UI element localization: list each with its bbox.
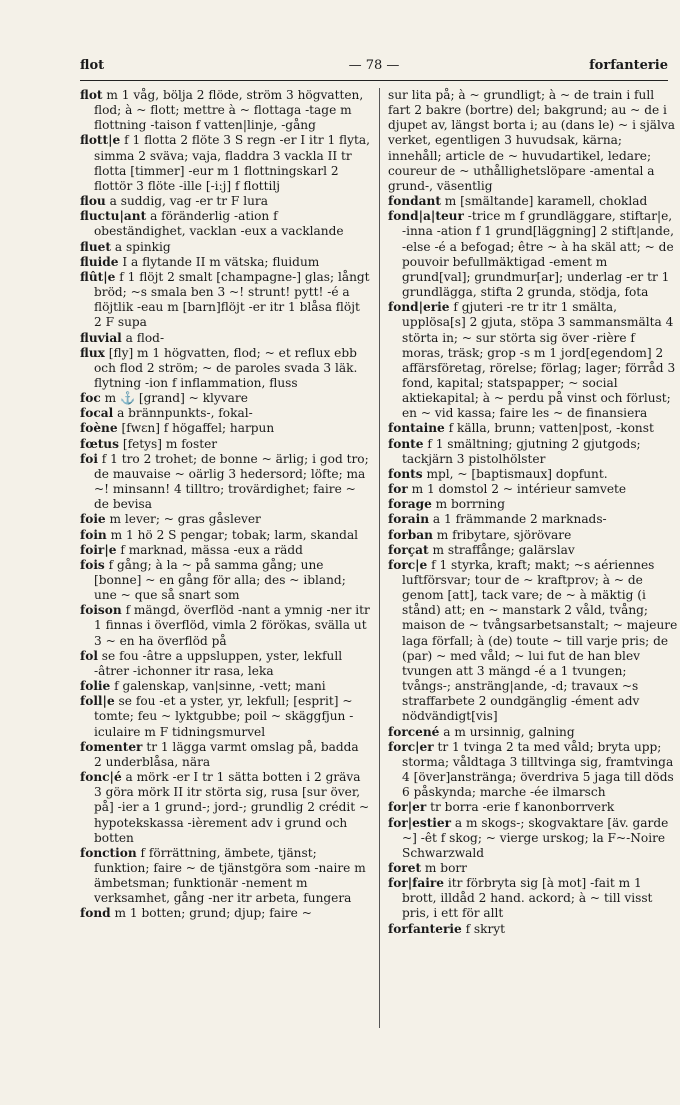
column-divider: [379, 88, 380, 1028]
guide-word-left: flot: [80, 58, 105, 73]
dictionary-entry: [80, 240, 370, 255]
dictionary-entry: [80, 255, 370, 270]
entry-headword: fondant: [388, 194, 441, 209]
entry-definition: f mängd, överflöd -nant a ymnig -ner itr 1 finnas i överflöd, vimla 2 förökas, svälla ut 3 ~ en ha överflöd på: [94, 603, 370, 648]
entry-definition: [fly] m 1 högvatten, flod; ~ et reflux ebb och flod 2 ström; ~ de paroles svada 3 läk. flytning -ion f inflammation, fluss: [94, 345, 358, 390]
entry-definition: a m skogs-; skogvaktare [äv. garde ~] -êt f skog; ~ vierge urskog; la F~-Noire Schwarzwald: [402, 815, 669, 860]
entry-definition: a suddig, vag -er tr F lura: [109, 194, 268, 209]
entry-headword: foret: [388, 860, 422, 875]
entry-headword: for|er: [388, 800, 427, 815]
dictionary-entry: [80, 603, 370, 648]
entry-definition: a spinkig: [114, 239, 171, 254]
entry-definition: [fwɛn] f högaffel; harpun: [121, 421, 275, 436]
entry-definition: f skryt: [465, 921, 506, 936]
entry-definition: mpl, ~ [baptismaux] dopfunt.: [426, 466, 608, 481]
dictionary-entry: [388, 300, 678, 421]
entry-definition: a flod-: [125, 330, 165, 345]
entry-headword: flot: [80, 88, 103, 102]
dictionary-entry: [80, 694, 370, 739]
entry-headword: foin: [80, 527, 107, 542]
entry-headword: forage: [388, 497, 432, 512]
dictionary-entry: [388, 861, 678, 876]
entry-definition: m lever; ~ gras gåslever: [109, 512, 261, 527]
entry-definition: tr borra -erie f kanonborrverk: [430, 800, 615, 815]
entry-definition: f 1 smältning; gjutning 2 gjutgods; tackjärn 3 pistolhölster: [402, 436, 641, 466]
entry-headword: forc|er: [388, 739, 434, 754]
entry-definition: se fou -et a yster, yr, lekfull; [esprit] ~ tomte; feu ~ lyktgubbe; poil ~ skäggfjun -iculaire m F tidningsmurvel: [94, 694, 354, 739]
dictionary-entry: [80, 346, 370, 391]
dictionary-entry: [80, 906, 370, 921]
entry-headword: flux: [80, 345, 105, 360]
entry-headword: foi: [80, 451, 98, 466]
entry-definition: f 1 flotta 2 flöte 3 S regn -er I itr 1 flyta, simma 2 sväva; vaja, fladdra 3 vackla II tr flotta [timmer] -eur m 1 flottningskarl 2 flottör 3 flöte -ille [-i:j] f flottilj: [94, 133, 370, 193]
entry-headword: forfanterie: [388, 921, 462, 936]
header-rule: [80, 80, 668, 81]
entry-headword: flou: [80, 194, 106, 209]
entry-definition: f källa, brunn; vatten|post, -konst: [448, 421, 654, 436]
dictionary-entry: [388, 467, 678, 482]
entry-definition: m 1 hö 2 S pengar; tobak; larm, skandal: [110, 527, 359, 542]
entry-headword: fonts: [388, 466, 423, 481]
dictionary-entry: [388, 558, 678, 725]
entry-definition: m fribytare, sjörövare: [436, 527, 572, 542]
dictionary-entry: [388, 543, 678, 558]
dictionary-entry: [80, 558, 370, 603]
left-column: [80, 88, 370, 922]
dictionary-entry: [388, 88, 678, 194]
entry-definition: f marknad, mässa -eux a rädd: [120, 542, 303, 557]
entry-headword: fluet: [80, 239, 111, 254]
dictionary-entry: [80, 88, 370, 133]
dictionary-entry: [388, 421, 678, 436]
dictionary-entry: [388, 800, 678, 815]
dictionary-entry: [388, 528, 678, 543]
entry-definition: f 1 tro 2 trohet; de bonne ~ ärlig; i god tro; de mauvaise ~ oärlig 3 hedersord; löfte; ma ~! minsann! 4 tilltro; trovärdighet; faire ~ de bevisa: [94, 451, 369, 512]
entry-definition: m 1 domstol 2 ~ intérieur samvete: [411, 482, 627, 497]
dictionary-entry: [80, 406, 370, 421]
entry-definition: -trice m f grundläggare, stiftar|e, -inna -ation f 1 grund[läggning] 2 stift|ande, -else -é a befogad; être ~ à ha skäl att; ~ de pouvoir befullmäktigad -ement m grund[val]; grundmur[ar]; underlag -er tr 1 grundlägga, stifta 2 grunda, stödja, fota: [402, 209, 674, 300]
entry-headword: forcené: [388, 724, 440, 739]
entry-headword: fond|a|teur: [388, 209, 464, 224]
entry-definition: m [smältande] karamell, choklad: [444, 194, 648, 209]
entry-headword: fonte: [388, 436, 424, 451]
dictionary-entry: [80, 437, 370, 452]
entry-definition: tr 1 lägga varmt omslag på, badda 2 underblåsa, nära: [94, 739, 359, 769]
entry-headword: fond|erie: [388, 300, 450, 315]
entry-definition: a föränderlig -ation f obeständighet, vacklan -eux a vacklande: [94, 209, 344, 239]
dictionary-entry: [80, 421, 370, 436]
entry-definition: tr 1 tvinga 2 ta med våld; bryta upp; storma; våldtaga 3 tilltvinga sig, framtvinga 4 [över]anstränga; överdriva 5 jaga till döds 6 påskynda; marche -ée ilmarsch: [402, 739, 674, 800]
entry-definition: f gång; à la ~ på samma gång; une [bonne] ~ en gång för alla; des ~ ibland; une ~ que så snart som: [94, 557, 346, 603]
dictionary-entry: [388, 209, 678, 300]
guide-word-right: forfanterie: [589, 58, 668, 73]
entry-headword: foison: [80, 603, 122, 618]
dictionary-entry: [80, 740, 370, 770]
entry-definition: f 1 flöjt 2 smalt [champagne-] glas; långt bröd; ~s smala ben 3 ~! strunt! pytt! -é a flöjtlik -eau m [barn]flöjt -er itr 1 blåsa flöjt 2 F supa: [94, 269, 370, 330]
entry-definition: a mörk -er I tr 1 sätta botten i 2 gräva 3 göra mörk II itr störta sig, rusa [sur över, på] -ier a 1 grund-; jord-; grundlig 2 crédit ~ hypotekskassa -ièrement adv i grund och botten: [94, 770, 370, 845]
entry-headword: foir|e: [80, 542, 117, 557]
dictionary-entry: [388, 740, 678, 801]
entry-definition: m borr: [424, 860, 467, 875]
entry-headword: forçat: [388, 542, 429, 557]
dictionary-entry: [80, 331, 370, 346]
entry-headword: fluvial: [80, 330, 122, 345]
right-column: [388, 88, 678, 937]
entry-headword: fois: [80, 557, 105, 572]
entry-headword: for: [388, 482, 408, 497]
entry-definition: a 1 främmande 2 marknads-: [432, 512, 607, 527]
dictionary-entry: [388, 437, 678, 467]
entry-headword: forain: [388, 512, 430, 527]
dictionary-entry: [80, 270, 370, 331]
dictionary-entry: [388, 497, 678, 512]
entry-definition: [fetys] m foster: [122, 436, 218, 451]
entry-headword: fontaine: [388, 421, 445, 436]
dictionary-entry: [80, 770, 370, 846]
entry-headword: fœtus: [80, 436, 119, 451]
entry-headword: foll|e: [80, 694, 115, 709]
entry-headword: fond: [80, 906, 111, 921]
entry-definition: itr förbryta sig [à mot] -fait m 1 brott, illdåd 2 hand. ackord; à ~ till visst pris, i ett för allt: [402, 876, 653, 921]
dictionary-entry: [80, 452, 370, 513]
dictionary-entry: [80, 512, 370, 527]
dictionary-entry: [388, 512, 678, 527]
dictionary-entry: [80, 679, 370, 694]
entry-definition: se fou -âtre a uppsluppen, yster, lekfull -âtrer -ichonner itr rasa, leka: [94, 648, 343, 678]
entry-headword: forban: [388, 527, 433, 542]
dictionary-entry: [80, 194, 370, 209]
entry-headword: fomenter: [80, 739, 143, 754]
page-number: — 78 —: [348, 58, 400, 73]
dictionary-entry: [80, 391, 370, 406]
entry-definition: m borrning: [435, 497, 506, 512]
entry-headword: forc|e: [388, 557, 428, 572]
entry-definition: m 1 botten; grund; djup; faire ~: [114, 906, 312, 921]
entry-definition: a m ursinnig, galning: [443, 724, 575, 739]
entry-definition: f galenskap, van|sinne, -vett; mani: [114, 679, 326, 694]
entry-headword: flott|e: [80, 133, 121, 148]
dictionary-entry: [80, 133, 370, 194]
dictionary-entry: [80, 209, 370, 239]
entry-headword: for|faire: [388, 876, 444, 891]
entry-headword: flût|e: [80, 269, 116, 284]
entry-headword: focal: [80, 406, 114, 421]
entry-headword: foc: [80, 391, 101, 406]
dictionary-entry: [388, 816, 678, 861]
entry-headword: foie: [80, 512, 106, 527]
entry-headword: fluide: [80, 254, 119, 269]
dictionary-entry: [80, 528, 370, 543]
entry-headword: fonction: [80, 845, 137, 860]
entry-definition: sur lita på; à ~ grundligt; à ~ de train i full fart 2 bakre (bortre) del; bakgrund; au ~ de i djupet av, längst borta i; au (dans le) ~ i själva verket, egentligen 3 huvudsak, kärna; innehåll; article de ~ huvudartikel, ledare; coureur de ~ uthållighetslöpare -amental a grund-, väsentlig: [388, 88, 676, 193]
entry-definition: m straffånge; galärslav: [432, 542, 575, 557]
entry-definition: f gjuteri -re tr itr 1 smälta, upplösa[s] 2 gjuta, stöpa 3 sammansmälta 4 störta in; ~ sur störta sig över -rière f moras, träsk; grop -s m 1 jord[egendom] 2 affärsföretag, rörelse; förlag; lager; förråd 3 fond, kapital; statspapper; ~ social aktiekapital; à ~ perdu på vinst och förlust; en ~ vid kassa; faire les ~ de finansiera: [402, 300, 676, 421]
dictionary-entry: [388, 922, 678, 937]
entry-headword: fluctu|ant: [80, 209, 147, 224]
entry-definition: f förrättning, ämbete, tjänst; funktion; faire ~ de tjänstgöra som -naire m ämbetsman; funktionär -nement m verksamhet, gång -ner itr arbeta, fungera: [94, 845, 366, 906]
entry-definition: f 1 styrka, kraft; makt; ~s aériennes luftförsvar; tour de ~ kraftprov; à ~ de genom [att], tack vare; de ~ à mäktig (i stånd) att; en ~ manstark 2 våld, tvång; maison de ~ tvångsarbetsanstalt; ~ majeure laga förfall; à (de) toute ~ till varje pris; de (par) ~ med våld; ~ lui fut de han blev tvungen att 3 mängd -é a 1 tvungen; tvångs-; ansträng|ande, -d; travaux ~s straffarbete 2 oundgänglig -ément adv nödvändigt[vis]: [402, 557, 678, 724]
dictionary-entry: [80, 649, 370, 679]
entry-headword: fol: [80, 648, 98, 663]
entry-headword: foène: [80, 421, 118, 436]
entry-definition: m 1 våg, bölja 2 flöde, ström 3 högvatten, flod; à ~ flott; mettre à ~ flottaga -tage m flottning -taison f vatten|linje, -gång: [94, 88, 364, 133]
entry-definition: I a flytande II m vätska; fluidum: [122, 254, 320, 269]
dictionary-entry: [388, 876, 678, 921]
dictionary-entry: [388, 194, 678, 209]
page-header: [80, 58, 668, 76]
dictionary-entry: [388, 725, 678, 740]
entry-definition: m ⚓ [grand] ~ klyvare: [104, 391, 248, 406]
entry-headword: folie: [80, 679, 111, 694]
entry-headword: fonc|é: [80, 770, 122, 785]
dictionary-entry: [80, 543, 370, 558]
entry-headword: for|estier: [388, 815, 452, 830]
dictionary-entry: [80, 846, 370, 907]
dictionary-entry: [388, 482, 678, 497]
entry-definition: a brännpunkts-, fokal-: [117, 406, 253, 421]
